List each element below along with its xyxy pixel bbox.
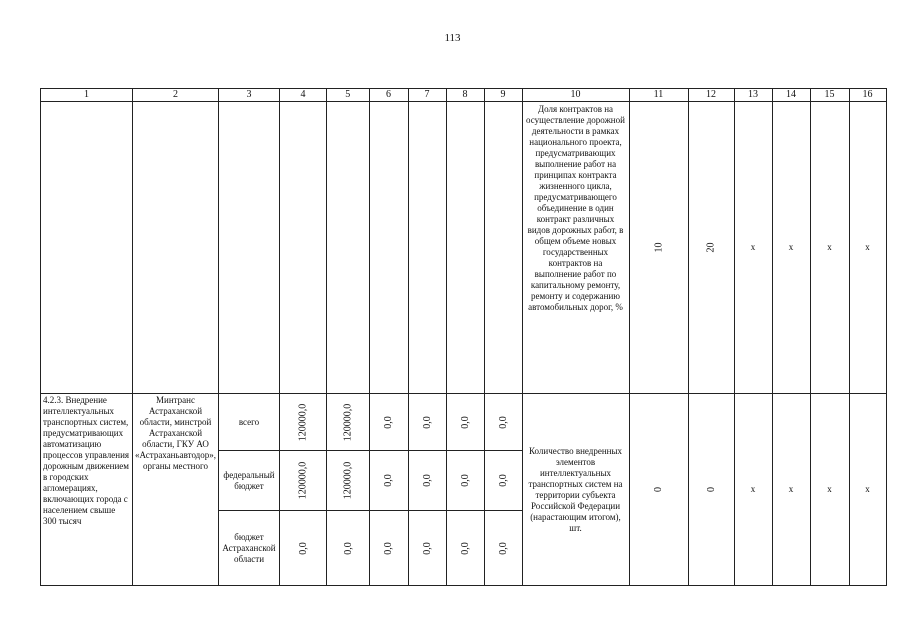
- amount: 0,0: [459, 474, 471, 487]
- page-number: 113: [444, 32, 461, 44]
- funding-source: федеральный бюджет: [219, 451, 280, 511]
- col-header: 14: [772, 89, 810, 102]
- col-header: 9: [484, 89, 522, 102]
- value-cell: x: [810, 394, 849, 586]
- col-header: 16: [849, 89, 886, 102]
- amount: 0,0: [421, 541, 433, 555]
- col-header: 2: [133, 89, 219, 102]
- value-2024: 20: [705, 242, 717, 253]
- value-cell: x: [849, 394, 886, 586]
- col-header: 11: [629, 89, 688, 102]
- col-header: 4: [280, 89, 327, 102]
- program-table: [40, 88, 887, 586]
- col-header: 8: [446, 89, 484, 102]
- amount: 0,0: [497, 474, 509, 487]
- col-header: 10: [522, 89, 629, 102]
- value-2024: 0: [705, 487, 717, 492]
- value-cell: x: [810, 102, 849, 394]
- amount: 120000,0: [342, 461, 354, 500]
- col-header: 1: [41, 89, 133, 102]
- amount: 0,0: [421, 415, 433, 429]
- col-header: 6: [369, 89, 408, 102]
- col-header: 3: [219, 89, 280, 102]
- amount: 0,0: [383, 415, 394, 429]
- value-cell: x: [772, 102, 810, 394]
- value-cell: x: [849, 102, 886, 394]
- executor-cell: Минтранс Астраханской области, минстрой Астраханской области, ГКУ АО «Астраханьавтодор», органы местного: [133, 394, 219, 586]
- col-header: 7: [408, 89, 446, 102]
- amount: 120000,0: [297, 403, 309, 441]
- value-cell: x: [734, 394, 772, 586]
- amount: 0,0: [297, 541, 309, 555]
- amount: 0,0: [497, 541, 509, 555]
- amount: 0,0: [421, 474, 433, 487]
- measure-name: 4.2.3. Внедрение интеллектуальных транспортных систем, предусматривающих автоматизацию процессов управления дорожным движением в городских агломерациях, включающих города с населением свыше 300 тысяч: [41, 394, 133, 586]
- value-2023: 0: [653, 487, 664, 492]
- amount: 0,0: [342, 541, 354, 555]
- amount: 120000,0: [297, 461, 309, 500]
- funding-source: бюджет Астраханской области: [219, 511, 280, 586]
- amount: 0,0: [497, 415, 509, 429]
- indicator-cell: Количество внедренных элементов интеллектуальных транспортных систем на территории субъекта Российской Федерации (нарастающим итогом), шт.: [522, 394, 629, 586]
- indicator-cell: Доля контрактов на осуществление дорожной деятельности в рамках национального проекта, предусматривающих выполнение работ на принципах контракта жизненного цикла, предусматривающего объединение в один контракт различных видов дорожных работ, в общем объеме новых государственных контрактов на выполнение работ по капитальному ремонту, ремонту и содержанию автомобильных дорог, %: [522, 102, 629, 394]
- value-cell: x: [734, 102, 772, 394]
- table-row: [41, 102, 887, 394]
- value-2023: 10: [653, 242, 664, 253]
- funding-source: всего: [219, 394, 280, 451]
- value-cell: x: [772, 394, 810, 586]
- col-header: 12: [688, 89, 734, 102]
- amount: 120000,0: [342, 403, 354, 441]
- amount: 0,0: [383, 541, 394, 555]
- col-header: 5: [327, 89, 370, 102]
- table-row: [41, 394, 887, 451]
- col-header: 13: [734, 89, 772, 102]
- header-row: [41, 89, 887, 102]
- col-header: 15: [810, 89, 849, 102]
- amount: 0,0: [459, 541, 471, 555]
- amount: 0,0: [383, 474, 394, 487]
- amount: 0,0: [459, 415, 471, 429]
